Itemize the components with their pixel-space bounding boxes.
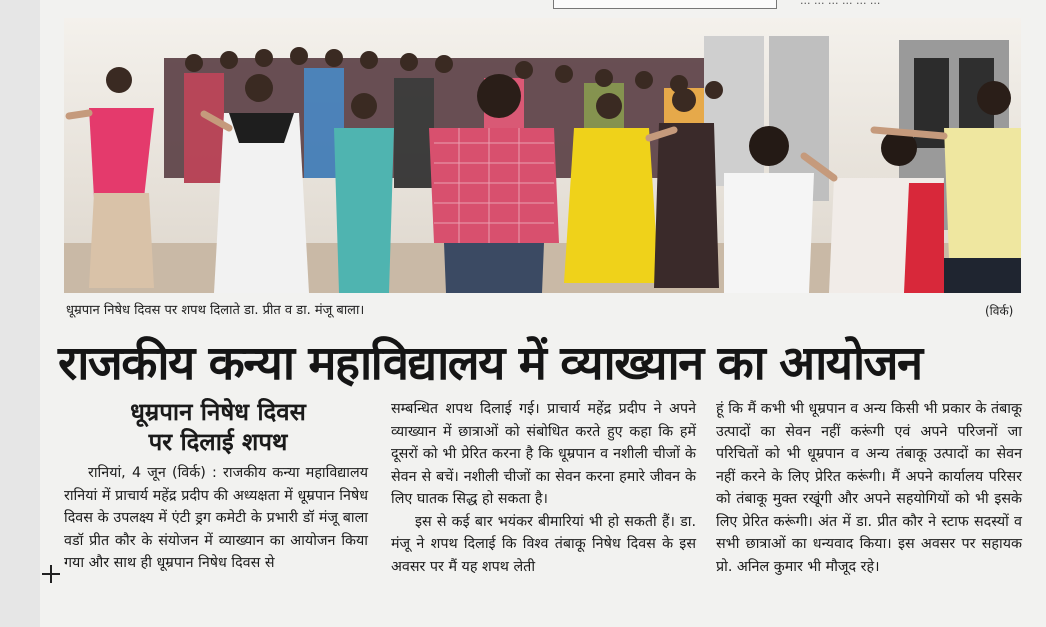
photo-credit: (विर्क) [985,304,1014,318]
article-paragraph: हूं कि मैं कभी भी धूम्रपान व अन्य किसी भी प्रकार के तंबाकू उत्पादों का सेवन नहीं करूंगी एवं अपने परिजनों जा परिचितों को भी धूम्रपान व अन्य तंबाकू उत्पादों का सेवन नहीं करने के लिए प्रेरित करूंगी। मैं अपने कार्यालय परिसर को तंबाकू मुक्त रखूंगी और अपने सहयोगियों को भी इसके लिए प्रेरित करूंगी। अंत में डा. प्रीत कौर ने स्टाफ सदस्यों व सभी छात्राओं का धन्यवाद किया। इस अवसर पर सहायक प्रो. अनिल कुमार भी मौजूद रहे। [716,401,1022,575]
photo-caption: धूम्रपान निषेध दिवस पर शपथ दिलाते डा. प्रीत व डा. मंजू बाला। [66,303,365,318]
headline: राजकीय कन्या महाविद्यालय में व्याख्यान का आयोजन [58,336,922,391]
cut-off-text: ... ... ... ... ... ... [800,0,881,7]
article-column-2 [391,398,696,578]
crop-mark [42,565,60,583]
article-paragraph: इस से कई बार भयंकर बीमारियां भी हो सकती हैं। डा. मंजू ने शपथ दिलाई कि विश्व तंबाकू निषेध दिवस के इस अवसर पर मैं यह शपथ लेती [391,513,696,575]
adjacent-article-box [553,0,777,9]
page-margin [0,0,40,627]
subheadline-line-1: धूम्रपान निषेध दिवस [130,398,306,426]
article-paragraph: सम्बन्धित शपथ दिलाई गई। प्राचार्य महेंद्र प्रदीप ने अपने व्याख्यान में छात्राओं को संबोधित करते हुए कहा कि हमें दूसरों को भी प्रेरित करना है कि धूम्रपान व नशीली चीजों के सेवन से बचें। नशीली चीजों का सेवन करना हमारे जीवन के लिए घातक सिद्ध हो सकता है। [391,401,696,507]
article-column-1 [64,462,368,575]
news-photo [64,18,1021,293]
subheadline-line-2: पर दिलाई शपथ [148,428,288,456]
subheadline [58,397,378,457]
article-paragraph: रानियां, 4 जून (विर्क) : राजकीय कन्या महाविद्यालय रानियां में प्राचार्य महेंद्र प्रदीप की अध्यक्षता में धूम्रपान निषेध दिवस के उपलक्ष्य में एंटी ड्रग कमेटी के प्रभारी डॉ मंजू बाला वडॉ प्रीत कौर के संयोजन में व्याख्यान का आयोजन किया गया और साथ ही धूम्रपान निषेध दिवस से [64,465,368,571]
article-column-3 [716,398,1022,578]
